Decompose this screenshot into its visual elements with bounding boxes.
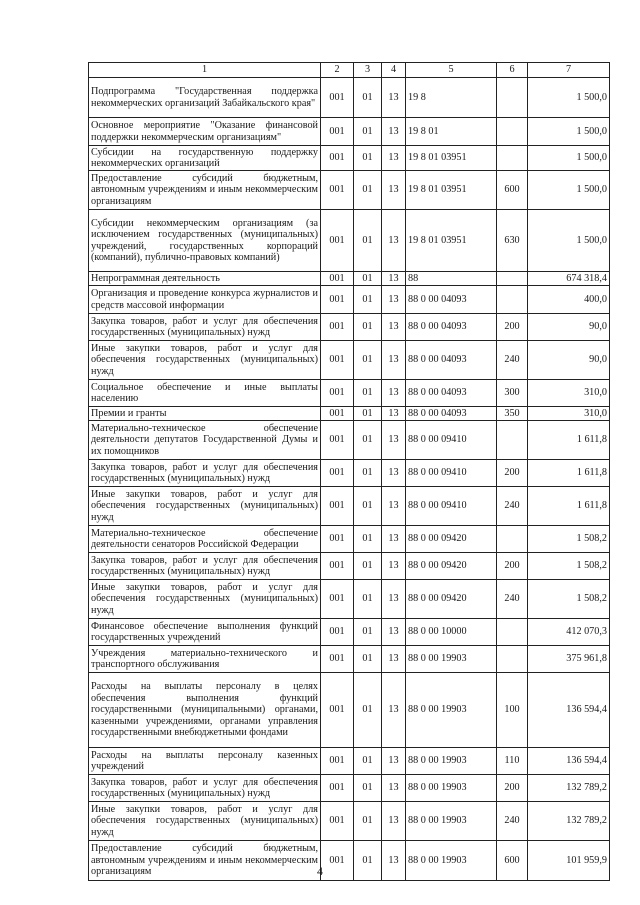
row-name: Материально-техническое обеспечение деятельности депутатов Государственной Думы и их помощников — [89, 421, 321, 460]
row-amount: 310,0 — [528, 407, 610, 421]
row-expense-type — [497, 118, 528, 146]
row-code: 001 — [321, 118, 354, 146]
row-target-article: 88 0 00 19903 — [406, 673, 497, 748]
row-subsection: 13 — [382, 487, 406, 526]
row-amount: 1 500,0 — [528, 171, 610, 210]
row-target-article: 88 0 00 19903 — [406, 841, 497, 881]
row-code: 001 — [321, 580, 354, 619]
row-target-article: 88 0 00 09410 — [406, 487, 497, 526]
row-amount: 310,0 — [528, 380, 610, 407]
table-row — [89, 580, 610, 619]
row-amount: 136 594,4 — [528, 748, 610, 775]
row-expense-type: 110 — [497, 748, 528, 775]
table-row — [89, 407, 610, 421]
row-section: 01 — [354, 673, 382, 748]
row-target-article: 88 0 00 09410 — [406, 421, 497, 460]
row-target-article: 88 0 00 04093 — [406, 380, 497, 407]
row-name: Иные закупки товаров, работ и услуг для обеспечения государственных (муниципальных) нужд — [89, 580, 321, 619]
row-subsection: 13 — [382, 286, 406, 314]
table-row — [89, 146, 610, 171]
row-code: 001 — [321, 841, 354, 881]
row-section: 01 — [354, 272, 382, 286]
row-subsection: 13 — [382, 802, 406, 841]
header-cell: 7 — [528, 63, 610, 78]
row-section: 01 — [354, 802, 382, 841]
row-subsection: 13 — [382, 314, 406, 341]
table-row — [89, 748, 610, 775]
row-subsection: 13 — [382, 210, 406, 272]
row-amount: 1 500,0 — [528, 210, 610, 272]
row-code: 001 — [321, 286, 354, 314]
row-target-article: 19 8 — [406, 78, 497, 118]
row-name: Закупка товаров, работ и услуг для обеспечения государственных (муниципальных) нужд — [89, 460, 321, 487]
row-code: 001 — [321, 146, 354, 171]
page-number: 4 — [317, 864, 323, 878]
row-expense-type — [497, 526, 528, 553]
row-amount: 1 611,8 — [528, 460, 610, 487]
row-amount: 1 611,8 — [528, 487, 610, 526]
row-target-article: 19 8 01 — [406, 118, 497, 146]
row-subsection: 13 — [382, 775, 406, 802]
table-row — [89, 646, 610, 673]
row-expense-type — [497, 78, 528, 118]
row-subsection: 13 — [382, 526, 406, 553]
row-amount: 132 789,2 — [528, 775, 610, 802]
row-name: Субсидии некоммерческим организациям (за исключением государственных (муниципальных) учреждений, государственных корпораций (компаний), публично-правовых компаний) — [89, 210, 321, 272]
row-expense-type — [497, 646, 528, 673]
row-subsection: 13 — [382, 619, 406, 646]
row-name: Закупка товаров, работ и услуг для обеспечения государственных (муниципальных) нужд — [89, 775, 321, 802]
row-target-article: 88 0 00 04093 — [406, 407, 497, 421]
row-code: 001 — [321, 421, 354, 460]
table-row — [89, 314, 610, 341]
table-row — [89, 460, 610, 487]
row-code: 001 — [321, 775, 354, 802]
row-expense-type — [497, 421, 528, 460]
row-code: 001 — [321, 341, 354, 380]
table-row — [89, 78, 610, 118]
row-amount: 1 508,2 — [528, 553, 610, 580]
row-section: 01 — [354, 841, 382, 881]
row-code: 001 — [321, 487, 354, 526]
row-section: 01 — [354, 407, 382, 421]
row-amount: 90,0 — [528, 314, 610, 341]
row-target-article: 19 8 01 03951 — [406, 146, 497, 171]
table-row — [89, 380, 610, 407]
row-section: 01 — [354, 619, 382, 646]
row-code: 001 — [321, 802, 354, 841]
table-row — [89, 118, 610, 146]
budget-table — [88, 62, 610, 881]
row-amount: 1 500,0 — [528, 78, 610, 118]
row-target-article: 88 0 00 19903 — [406, 775, 497, 802]
row-subsection: 13 — [382, 78, 406, 118]
row-target-article: 19 8 01 03951 — [406, 210, 497, 272]
header-cell: 4 — [382, 63, 406, 78]
table-row — [89, 341, 610, 380]
row-name: Иные закупки товаров, работ и услуг для обеспечения государственных (муниципальных) нужд — [89, 487, 321, 526]
row-target-article: 88 0 00 09420 — [406, 526, 497, 553]
row-amount: 412 070,3 — [528, 619, 610, 646]
row-expense-type — [497, 272, 528, 286]
row-name: Подпрограмма "Государственная поддержка некоммерческих организаций Забайкальского края" — [89, 78, 321, 118]
row-expense-type: 200 — [497, 553, 528, 580]
row-subsection: 13 — [382, 646, 406, 673]
row-subsection: 13 — [382, 146, 406, 171]
row-section: 01 — [354, 210, 382, 272]
row-section: 01 — [354, 286, 382, 314]
row-expense-type: 240 — [497, 580, 528, 619]
row-name: Финансовое обеспечение выполнения функций государственных учреждений — [89, 619, 321, 646]
table-row — [89, 487, 610, 526]
row-section: 01 — [354, 553, 382, 580]
row-target-article: 88 0 00 10000 — [406, 619, 497, 646]
row-name: Расходы на выплаты персоналу в целях обеспечения выполнения функций государственными (муниципальными) органами, казенными учреждениями, органами управления государственными внебюджетными фондами — [89, 673, 321, 748]
row-subsection: 13 — [382, 580, 406, 619]
row-amount: 1 611,8 — [528, 421, 610, 460]
row-expense-type: 300 — [497, 380, 528, 407]
table-row — [89, 286, 610, 314]
row-subsection: 13 — [382, 553, 406, 580]
row-name: Премии и гранты — [89, 407, 321, 421]
row-expense-type: 600 — [497, 171, 528, 210]
row-name: Иные закупки товаров, работ и услуг для обеспечения государственных (муниципальных) нужд — [89, 802, 321, 841]
row-target-article: 19 8 01 03951 — [406, 171, 497, 210]
row-name: Закупка товаров, работ и услуг для обеспечения государственных (муниципальных) нужд — [89, 553, 321, 580]
row-amount: 1 500,0 — [528, 146, 610, 171]
row-expense-type: 240 — [497, 802, 528, 841]
row-section: 01 — [354, 646, 382, 673]
row-section: 01 — [354, 380, 382, 407]
row-section: 01 — [354, 775, 382, 802]
row-subsection: 13 — [382, 341, 406, 380]
row-section: 01 — [354, 341, 382, 380]
header-cell: 3 — [354, 63, 382, 78]
row-name: Предоставление субсидий бюджетным, автономным учреждениям и иным некоммерческим организациям — [89, 841, 321, 881]
table-row — [89, 171, 610, 210]
row-target-article: 88 0 00 19903 — [406, 748, 497, 775]
row-section: 01 — [354, 748, 382, 775]
header-cell: 2 — [321, 63, 354, 78]
row-target-article: 88 0 00 09410 — [406, 460, 497, 487]
table-row — [89, 272, 610, 286]
row-name: Иные закупки товаров, работ и услуг для обеспечения государственных (муниципальных) нужд — [89, 341, 321, 380]
row-subsection: 13 — [382, 407, 406, 421]
row-section: 01 — [354, 421, 382, 460]
row-name: Социальное обеспечение и иные выплаты населению — [89, 380, 321, 407]
table-body — [89, 78, 610, 881]
row-target-article: 88 0 00 04093 — [406, 286, 497, 314]
row-amount: 90,0 — [528, 341, 610, 380]
row-subsection: 13 — [382, 272, 406, 286]
row-amount: 375 961,8 — [528, 646, 610, 673]
row-target-article: 88 0 00 04093 — [406, 314, 497, 341]
row-amount: 1 508,2 — [528, 580, 610, 619]
row-name: Закупка товаров, работ и услуг для обеспечения государственных (муниципальных) нужд — [89, 314, 321, 341]
row-target-article: 88 0 00 19903 — [406, 646, 497, 673]
table-row — [89, 619, 610, 646]
table-row — [89, 802, 610, 841]
row-code: 001 — [321, 619, 354, 646]
header-cell: 5 — [406, 63, 497, 78]
row-target-article: 88 0 00 09420 — [406, 553, 497, 580]
row-name: Организация и проведение конкурса журналистов и средств массовой информации — [89, 286, 321, 314]
row-section: 01 — [354, 460, 382, 487]
table-row — [89, 526, 610, 553]
row-expense-type: 630 — [497, 210, 528, 272]
row-subsection: 13 — [382, 118, 406, 146]
row-subsection: 13 — [382, 421, 406, 460]
row-target-article: 88 0 00 19903 — [406, 802, 497, 841]
row-expense-type: 240 — [497, 487, 528, 526]
row-expense-type — [497, 146, 528, 171]
row-subsection: 13 — [382, 171, 406, 210]
header-row — [89, 63, 610, 78]
row-expense-type: 100 — [497, 673, 528, 748]
row-section: 01 — [354, 146, 382, 171]
row-section: 01 — [354, 526, 382, 553]
header-cell: 6 — [497, 63, 528, 78]
table-row — [89, 421, 610, 460]
row-code: 001 — [321, 407, 354, 421]
row-subsection: 13 — [382, 841, 406, 881]
row-section: 01 — [354, 314, 382, 341]
row-target-article: 88 0 00 09420 — [406, 580, 497, 619]
row-name: Расходы на выплаты персоналу казенных учреждений — [89, 748, 321, 775]
row-expense-type: 200 — [497, 314, 528, 341]
row-amount: 400,0 — [528, 286, 610, 314]
row-amount: 1 508,2 — [528, 526, 610, 553]
row-expense-type: 240 — [497, 341, 528, 380]
row-target-article: 88 0 00 04093 — [406, 341, 497, 380]
row-name: Учреждения материально-технического и транспортного обслуживания — [89, 646, 321, 673]
table-row — [89, 673, 610, 748]
row-section: 01 — [354, 118, 382, 146]
row-expense-type — [497, 619, 528, 646]
row-code: 001 — [321, 646, 354, 673]
row-section: 01 — [354, 487, 382, 526]
row-code: 001 — [321, 673, 354, 748]
row-code: 001 — [321, 171, 354, 210]
row-code: 001 — [321, 380, 354, 407]
row-amount: 132 789,2 — [528, 802, 610, 841]
table-row — [89, 553, 610, 580]
row-subsection: 13 — [382, 460, 406, 487]
row-amount: 101 959,9 — [528, 841, 610, 881]
row-name: Основное мероприятие "Оказание финансовой поддержки некоммерческим организациям" — [89, 118, 321, 146]
row-code: 001 — [321, 460, 354, 487]
row-expense-type: 350 — [497, 407, 528, 421]
row-name: Непрограммная деятельность — [89, 272, 321, 286]
row-target-article: 88 — [406, 272, 497, 286]
row-amount: 1 500,0 — [528, 118, 610, 146]
row-section: 01 — [354, 171, 382, 210]
row-expense-type: 200 — [497, 460, 528, 487]
table-row — [89, 775, 610, 802]
row-code: 001 — [321, 314, 354, 341]
row-expense-type: 600 — [497, 841, 528, 881]
row-amount: 136 594,4 — [528, 673, 610, 748]
table-row — [89, 210, 610, 272]
row-section: 01 — [354, 580, 382, 619]
row-name: Материально-техническое обеспечение деятельности сенаторов Российской Федерации — [89, 526, 321, 553]
row-subsection: 13 — [382, 748, 406, 775]
row-subsection: 13 — [382, 673, 406, 748]
row-section: 01 — [354, 78, 382, 118]
row-code: 001 — [321, 553, 354, 580]
header-cell: 1 — [89, 63, 321, 78]
row-expense-type: 200 — [497, 775, 528, 802]
row-code: 001 — [321, 210, 354, 272]
row-code: 001 — [321, 272, 354, 286]
row-code: 001 — [321, 78, 354, 118]
row-expense-type — [497, 286, 528, 314]
row-subsection: 13 — [382, 380, 406, 407]
row-name: Предоставление субсидий бюджетным, автономным учреждениям и иным некоммерческим организациям — [89, 171, 321, 210]
row-code: 001 — [321, 748, 354, 775]
row-name: Субсидии на государственную поддержку некоммерческих организаций — [89, 146, 321, 171]
row-code: 001 — [321, 526, 354, 553]
row-amount: 674 318,4 — [528, 272, 610, 286]
